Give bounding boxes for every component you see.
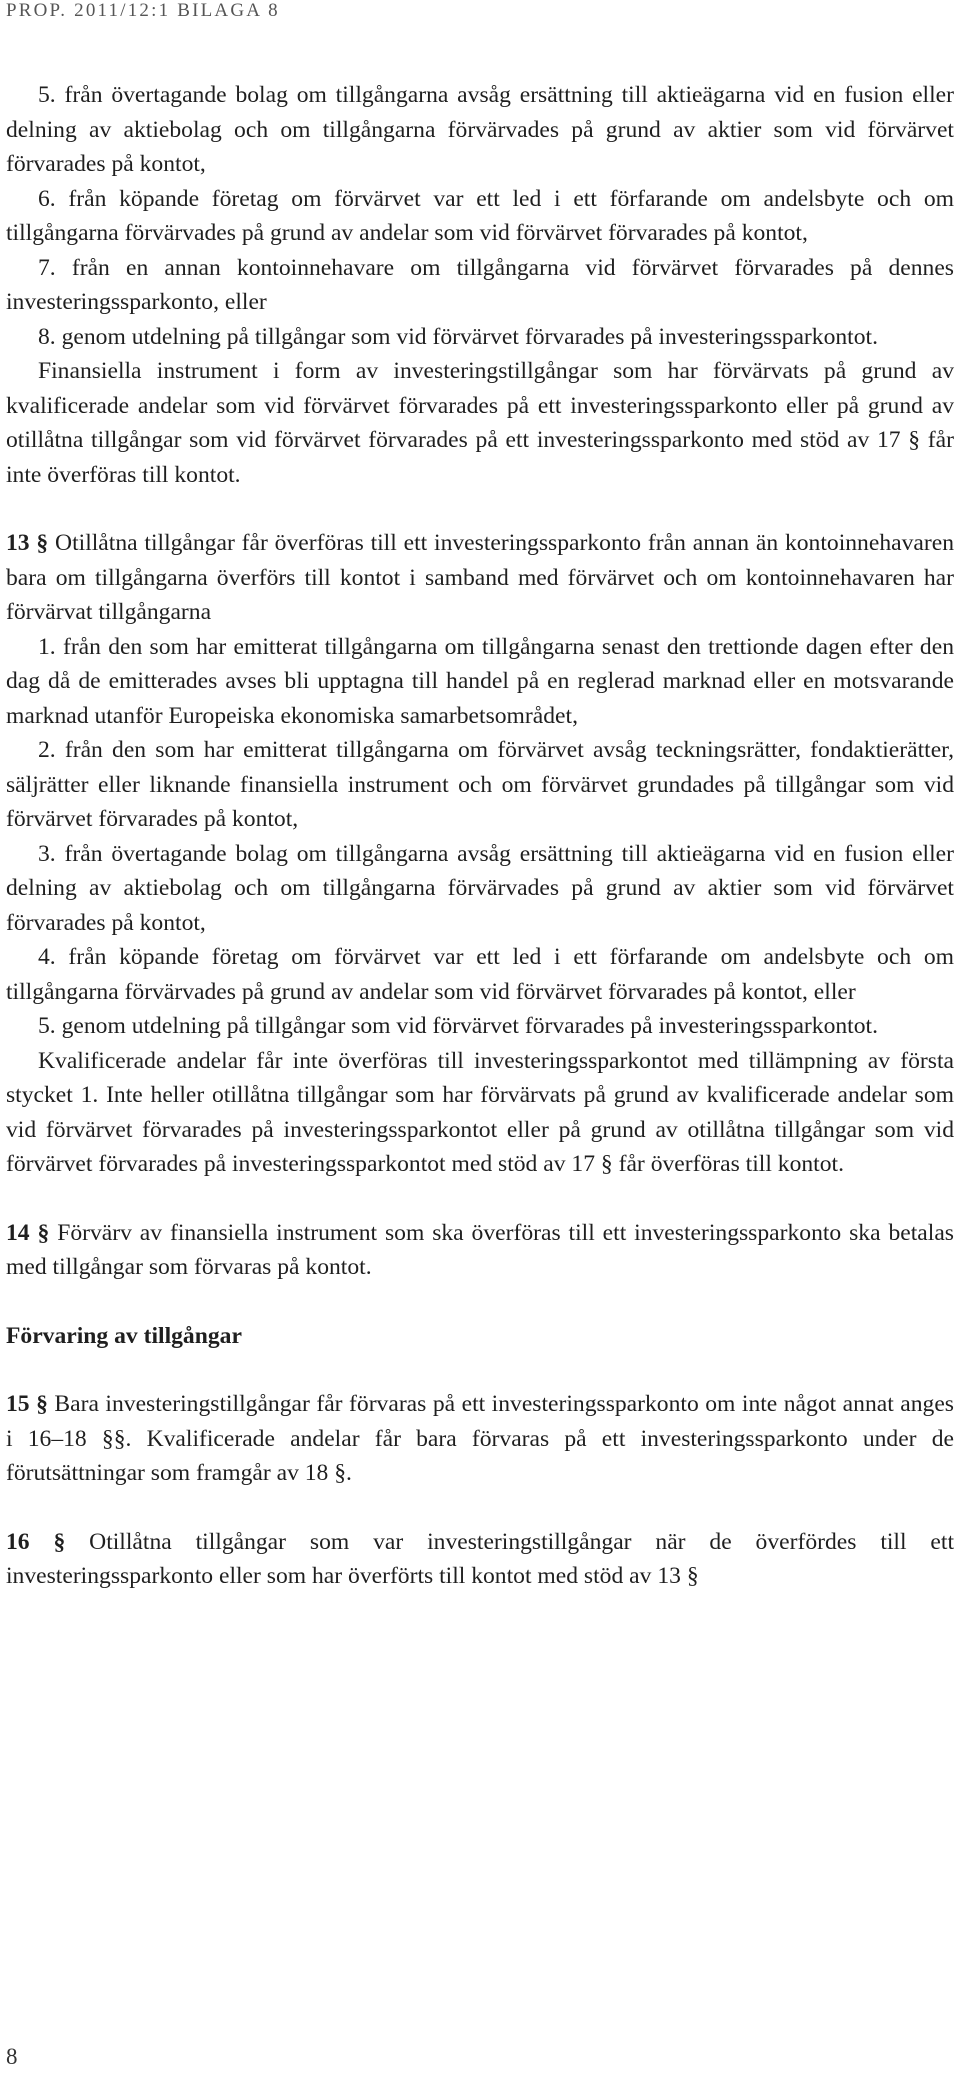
section-number: 16 § [6, 1528, 66, 1555]
list-item-5: 5. från övertagande bolag om tillgångarna avsåg ersättning till aktieägarna vid en fusion eller delning av aktiebolag och om tillgångarna förvärvades på grund av aktier som vid förvärvet förvarades på kontot, [6, 82, 954, 177]
section-13: 13 § Otillåtna tillgångar får överföras till ett investeringssparkonto från annan än kontoinnehavaren bara om tillgångarna överförs till kontot i samband med förvärvet och om kontoinnehavaren har förvärvat tillgångarna [6, 530, 954, 625]
section-number: 15 § [6, 1391, 48, 1417]
section-heading: Förvaring av tillgångar [6, 1322, 242, 1349]
list-item-8: 8. genom utdelning på tillgångar som vid förvärvet förvarades på investeringssparkontot. [38, 323, 878, 350]
list-item-2: 2. från den som har emitterat tillgångarna om förvärvet avsåg teckningsrätter, fondaktierätter, säljrätter eller liknande finansiella instrument och om förvärvet grundades på tillgångar som vid förvärvet förvarades på kontot, [6, 737, 954, 832]
section-number: 13 § [6, 530, 49, 556]
list-item-3: 3. från övertagande bolag om tillgångarna avsåg ersättning till aktieägarna vid en fusion eller delning av aktiebolag och om tillgångarna förvärvades på grund av aktier som vid förvärvet förvarades på kontot, [6, 840, 954, 936]
list-item-1: 1. från den som har emitterat tillgångarna om tillgångarna senast den trettionde dagen efter den dag då de emitterades avses bli upptagna till handel på en reglerad marknad eller en motsvarande marknad utanför Europeiska ekonomiska samarbetsområdet, [6, 633, 954, 729]
document-body [6, 78, 954, 1594]
list-item-7: 7. från en annan kontoinnehavare om tillgångarna vid förvärvet förvarades på dennes investeringssparkonto, eller [6, 254, 954, 315]
paragraph-financial-instruments: Finansiella instrument i form av investeringstillgångar som har förvärvats på grund av kvalificerade andelar som vid förvärvet förvarades på ett investeringssparkonto eller på grund av otillåtna tillgångar som vid förvärvet förvarades på ett investeringssparkonto med stöd av 17 § får inte överföras till kontot. [6, 358, 954, 488]
section-16: 16 § Otillåtna tillgångar som var investeringstillgångar när de överfördes till ett investeringssparkonto eller som har överförts till kontot med stöd av 13 § [6, 1528, 955, 1589]
section-15: 15 § Bara investeringstillgångar får förvaras på ett investeringssparkonto om inte något annat anges i 16–18 §§. Kvalificerade andelar får bara förvaras på ett investeringssparkonto under de förutsättningar som framgår av 18 §. [6, 1391, 954, 1486]
section-number: 14 § [6, 1219, 50, 1246]
running-header: PROP. 2011/12:1 BILAGA 8 [6, 0, 280, 21]
section-14: 14 § Förvärv av finansiella instrument som ska överföras till ett investeringssparkonto ska betalas med tillgångar som förvaras på kontot. [6, 1219, 954, 1280]
list-item-5b: 5. genom utdelning på tillgångar som vid förvärvet förvarades på investeringssparkontot. [38, 1013, 878, 1039]
page-number: 8 [6, 2044, 18, 2069]
list-item-6: 6. från köpande företag om förvärvet var ett led i ett förfarande om andelsbyte och om tillgångarna förvärvades på grund av andelar som vid förvärvet förvarades på kontot, [6, 185, 954, 246]
paragraph-qualified-shares: Kvalificerade andelar får inte överföras till investeringssparkontot med tillämpning av första stycket 1. Inte heller otillåtna tillgångar som har förvärvats på grund av kvalificerade andelar som vid förvärvet förvarades på investeringssparkontot eller på grund av otillåtna tillgångar som vid förvärvet förvarades på investeringssparkontot med stöd av 17 § får överföras till kontot. [6, 1047, 954, 1177]
list-item-4: 4. från köpande företag om förvärvet var ett led i ett förfarande om andelsbyte och om tillgångarna förvärvades på grund av andelar som vid förvärvet förvarades på kontot, eller [6, 944, 954, 1005]
